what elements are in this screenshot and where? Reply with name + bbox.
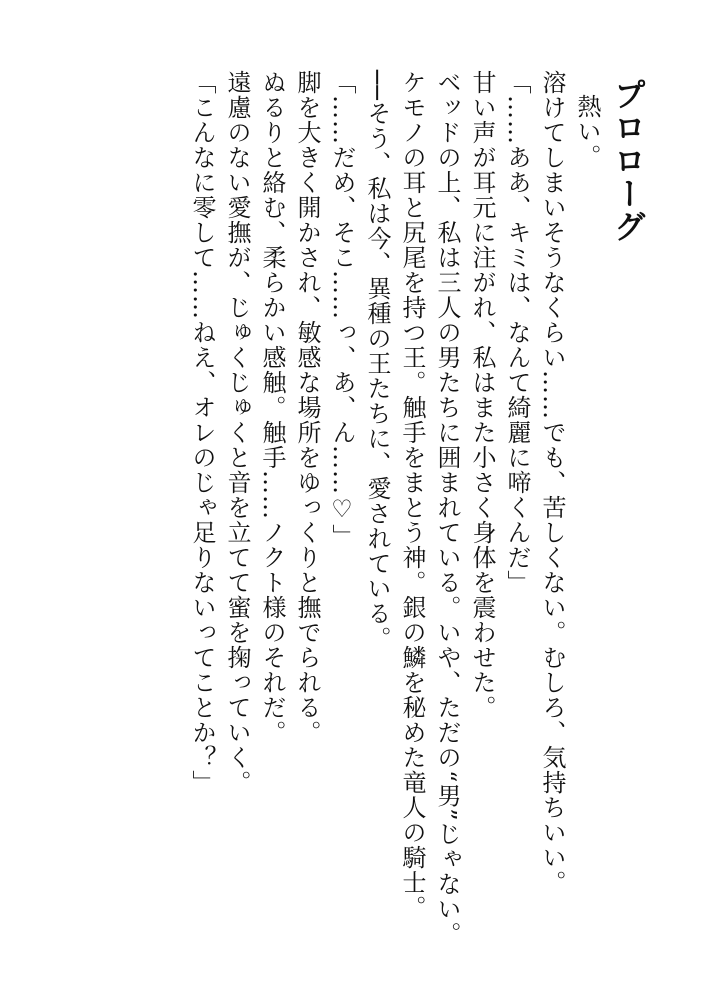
dialogue-line: 「こんなに零して……ねえ、オレのじゃ足りないってことか？」 <box>188 70 216 795</box>
dialogue-line: 「……ああ、キミは、なんて綺麗に啼くんだ」 <box>503 70 531 595</box>
vertical-text-block <box>184 70 645 950</box>
text-line: ぬるりと絡む、柔らかい感触。触手……ノクト様のそれだ。 <box>258 70 286 745</box>
text-line: 遠慮のない愛撫が、じゅくじゅくと音を立てて蜜を掬っていく。 <box>223 70 251 795</box>
text-line: 熱い。 <box>573 94 601 169</box>
dialogue-line: 「……だめ、そこ……っ、あ、ん……♡」 <box>328 70 356 549</box>
text-line: ベッドの上、私は三人の男たちに囲まれている。いや、ただの“男”じゃない。 <box>433 70 461 947</box>
text-line: 甘い声が耳元に注がれ、私はまた小さく身体を震わせた。 <box>468 70 496 720</box>
chapter-title: プロローグ <box>609 78 647 243</box>
text-line: ──そう、私は今、異種の王たちに、愛されている。 <box>363 70 391 651</box>
text-line: 溶けてしまいそうなくらい……でも、苦しくない。むしろ、気持ちいい。 <box>538 70 566 895</box>
text-line: ケモノの耳と尻尾を持つ王。触手をまとう神。銀の鱗を秘めた竜人の騎士。 <box>398 70 426 920</box>
text-line: 脚を大きく開かされ、敏感な場所をゆっくりと撫でられる。 <box>293 70 321 745</box>
